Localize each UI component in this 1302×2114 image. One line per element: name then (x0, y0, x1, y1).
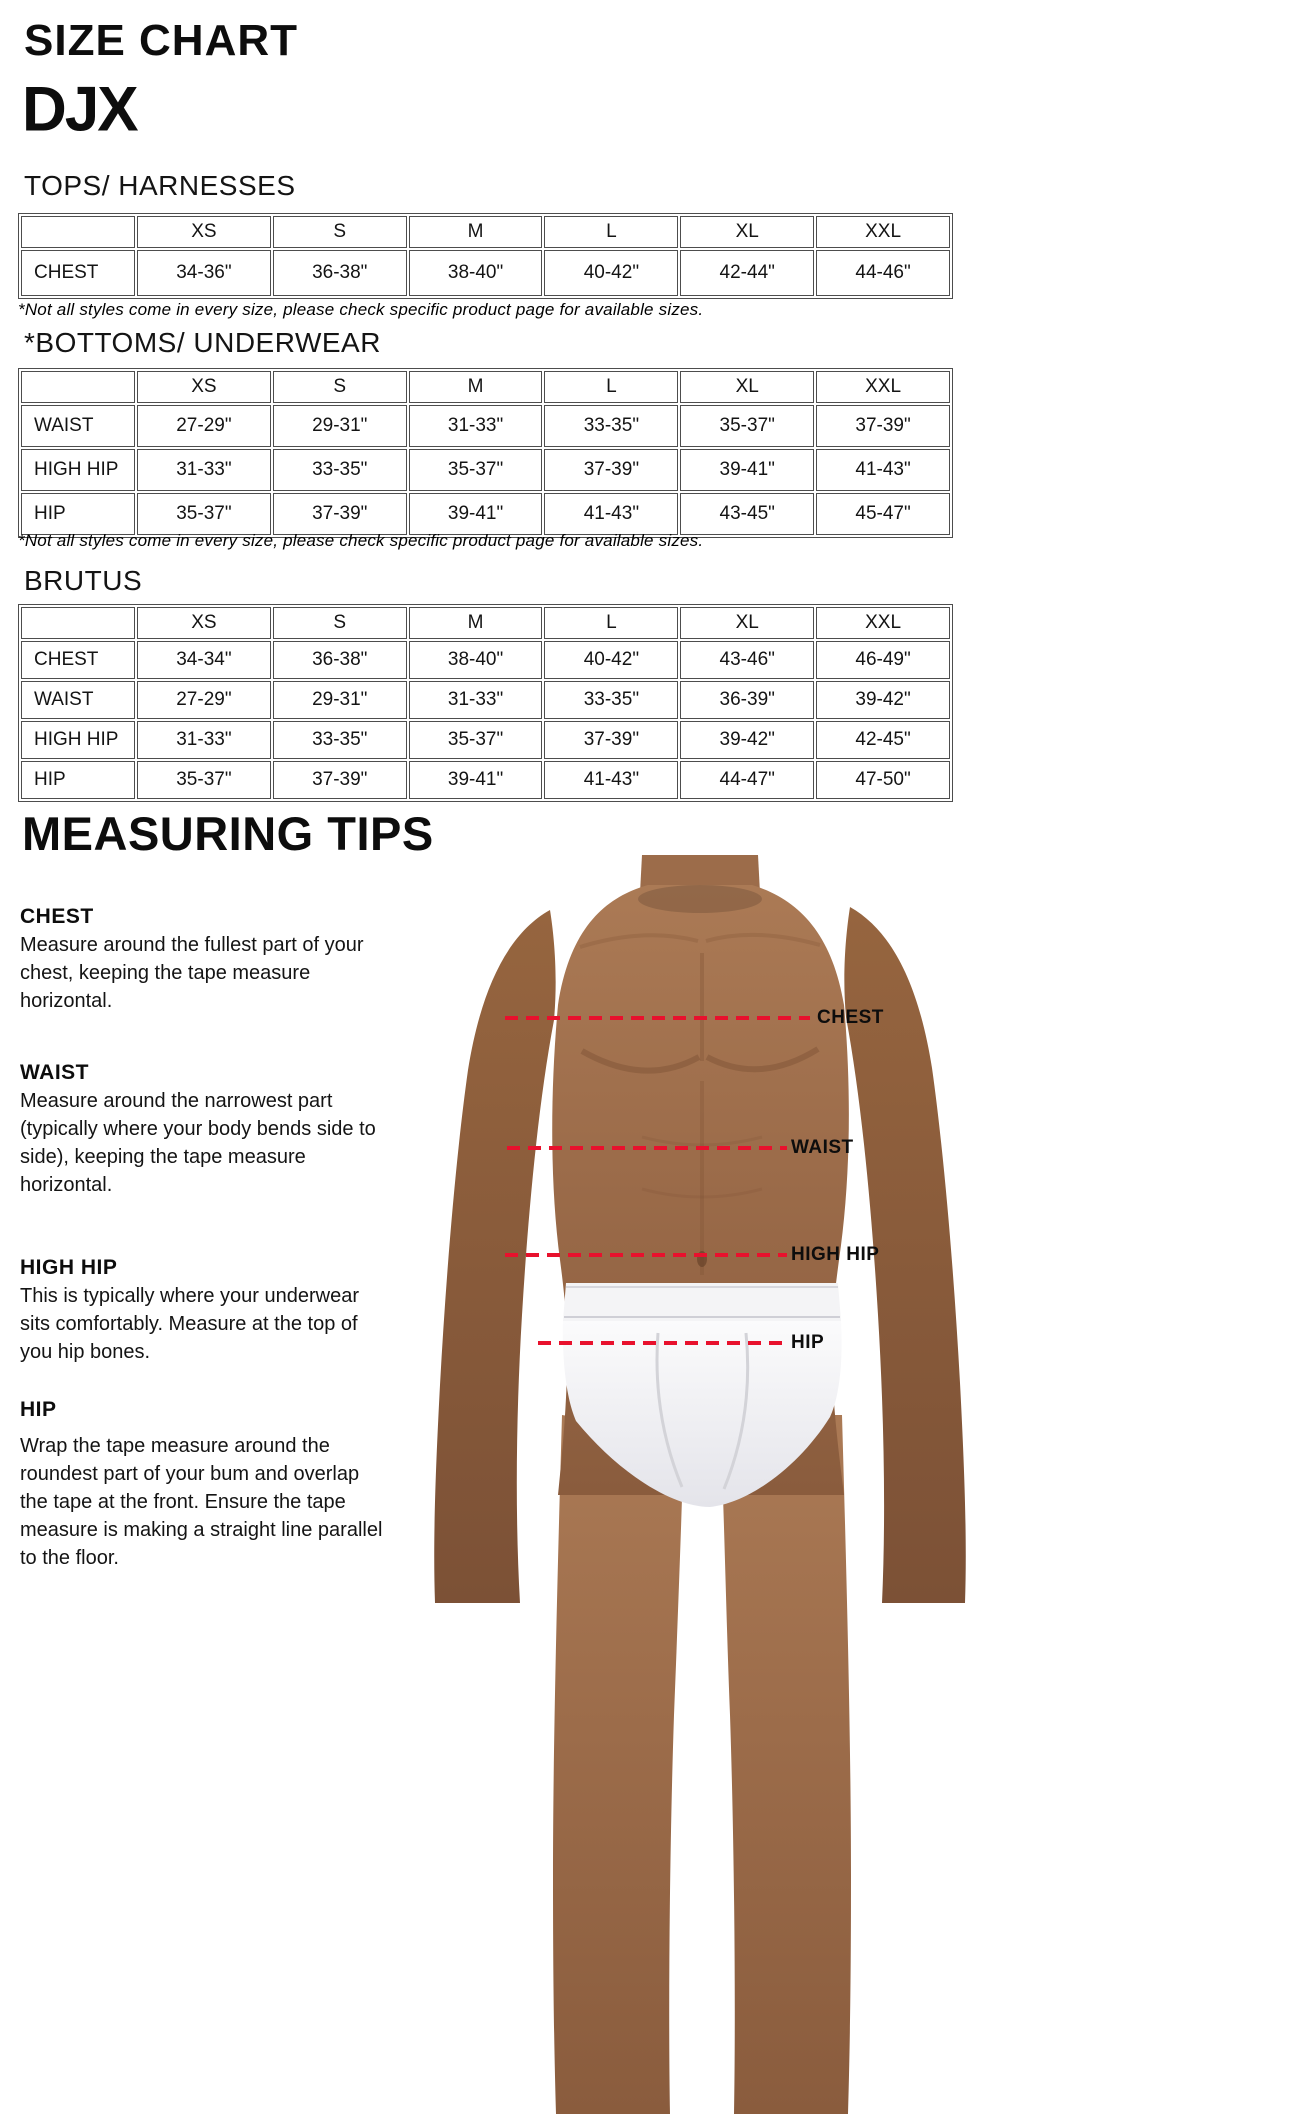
model-photo (420, 855, 980, 2114)
measurement-row-label: WAIST (21, 681, 135, 719)
size-value-cell: 33-35" (273, 449, 407, 491)
measurement-row-label: HIGH HIP (21, 449, 135, 491)
size-value-cell: 35-37" (137, 761, 271, 799)
size-value-cell: 42-44" (680, 250, 814, 296)
size-value-cell: 43-46" (680, 641, 814, 679)
size-column-header: M (409, 607, 543, 639)
size-column-header: XS (137, 216, 271, 248)
table-header-row (21, 216, 950, 248)
measurement-row-label: HIGH HIP (21, 721, 135, 759)
waist-measure-line (507, 1146, 787, 1150)
size-value-cell: 36-38" (273, 250, 407, 296)
size-value-cell: 40-42" (544, 641, 678, 679)
size-column-header: S (273, 371, 407, 403)
size-column-header: XL (680, 607, 814, 639)
size-value-cell: 45-47" (816, 493, 950, 535)
size-value-cell: 39-41" (680, 449, 814, 491)
size-value-cell: 37-39" (273, 761, 407, 799)
corner-cell (21, 607, 135, 639)
measurement-row-label: WAIST (21, 405, 135, 447)
table-row (21, 641, 950, 679)
waist-line-label: WAIST (791, 1137, 854, 1158)
measurement-row-label: CHEST (21, 250, 135, 296)
size-value-cell: 27-29" (137, 681, 271, 719)
size-value-cell: 31-33" (409, 681, 543, 719)
chest-measure-line (505, 1016, 810, 1020)
size-value-cell: 43-45" (680, 493, 814, 535)
size-value-cell: 36-39" (680, 681, 814, 719)
size-value-cell: 37-39" (544, 449, 678, 491)
table-header-row (21, 371, 950, 403)
bottoms-size-table (18, 368, 953, 538)
size-value-cell: 39-41" (409, 761, 543, 799)
size-value-cell: 36-38" (273, 641, 407, 679)
size-value-cell: 33-35" (544, 405, 678, 447)
size-value-cell: 47-50" (816, 761, 950, 799)
size-value-cell: 42-45" (816, 721, 950, 759)
size-column-header: XS (137, 371, 271, 403)
table-row (21, 681, 950, 719)
table-row (21, 405, 950, 447)
size-value-cell: 37-39" (273, 493, 407, 535)
tip-text-high-hip: This is typically where your underwear sits comfortably. Measure at the top of you hip bones. (20, 1285, 360, 1363)
size-value-cell: 31-33" (137, 449, 271, 491)
brand-logo: DJX (22, 74, 137, 145)
section-heading-bottoms: *BOTTOMS/ UNDERWEAR (24, 327, 381, 358)
size-value-cell: 37-39" (816, 405, 950, 447)
brutus-size-table (18, 604, 953, 802)
tip-title-hip: HIP (20, 1398, 57, 1421)
size-value-cell: 39-41" (409, 493, 543, 535)
size-value-cell: 41-43" (816, 449, 950, 491)
high-hip-measure-line (505, 1253, 787, 1257)
size-value-cell: 35-37" (409, 449, 543, 491)
male-torso-illustration (420, 855, 980, 2114)
size-value-cell: 44-46" (816, 250, 950, 296)
size-column-header: M (409, 371, 543, 403)
size-column-header: L (544, 607, 678, 639)
size-value-cell: 27-29" (137, 405, 271, 447)
table-row (21, 761, 950, 799)
size-value-cell: 46-49" (816, 641, 950, 679)
size-value-cell: 35-37" (137, 493, 271, 535)
size-column-header: XL (680, 371, 814, 403)
hip-measure-line (538, 1341, 787, 1345)
measurement-row-label: HIP (21, 761, 135, 799)
size-value-cell: 31-33" (409, 405, 543, 447)
tip-text-hip: Wrap the tape measure around the roundest part of your bum and overlap the tape at the front. Ensure the tape measure is making a straight line parallel to the floor. (20, 1435, 383, 1569)
size-value-cell: 41-43" (544, 493, 678, 535)
size-value-cell: 39-42" (680, 721, 814, 759)
size-column-header: S (273, 607, 407, 639)
size-value-cell: 41-43" (544, 761, 678, 799)
size-column-header: XL (680, 216, 814, 248)
size-value-cell: 33-35" (544, 681, 678, 719)
size-column-header: XXL (816, 371, 950, 403)
measurement-row-label: HIP (21, 493, 135, 535)
size-value-cell: 31-33" (137, 721, 271, 759)
table-header-row (21, 607, 950, 639)
size-value-cell: 35-37" (409, 721, 543, 759)
section-heading-brutus: BRUTUS (24, 565, 143, 596)
tops-size-table (18, 213, 953, 299)
corner-cell (21, 216, 135, 248)
size-value-cell: 38-40" (409, 641, 543, 679)
page-title: SIZE CHART (24, 16, 298, 65)
high-hip-line-label: HIGH HIP (791, 1244, 880, 1265)
size-value-cell: 29-31" (273, 681, 407, 719)
chest-line-label: CHEST (817, 1007, 884, 1028)
size-column-header: XXL (816, 607, 950, 639)
table-row (21, 493, 950, 535)
size-value-cell: 39-42" (816, 681, 950, 719)
size-column-header: XXL (816, 216, 950, 248)
hip-line-label: HIP (791, 1332, 825, 1353)
size-column-header: S (273, 216, 407, 248)
size-value-cell: 34-36" (137, 250, 271, 296)
corner-cell (21, 371, 135, 403)
tip-text-waist: Measure around the narrowest part (typically where your body bends side to side), keeping the tape measure horizontal. (20, 1090, 376, 1196)
size-value-cell: 35-37" (680, 405, 814, 447)
table-row (21, 721, 950, 759)
size-value-cell: 34-34" (137, 641, 271, 679)
availability-note: *Not all styles come in every size, please check specific product page for available sizes. (18, 531, 704, 550)
size-value-cell: 44-47" (680, 761, 814, 799)
size-value-cell: 40-42" (544, 250, 678, 296)
tip-text-chest: Measure around the fullest part of your chest, keeping the tape measure horizontal. (20, 934, 364, 1012)
size-value-cell: 33-35" (273, 721, 407, 759)
table-row (21, 449, 950, 491)
size-value-cell: 29-31" (273, 405, 407, 447)
section-heading-tops: TOPS/ HARNESSES (24, 170, 296, 201)
tip-title-chest: CHEST (20, 905, 94, 928)
size-value-cell: 38-40" (409, 250, 543, 296)
size-value-cell: 37-39" (544, 721, 678, 759)
table-row (21, 250, 950, 296)
size-column-header: L (544, 371, 678, 403)
measuring-tips-heading: MEASURING TIPS (22, 807, 434, 860)
tip-title-high-hip: HIGH HIP (20, 1256, 118, 1279)
size-column-header: XS (137, 607, 271, 639)
availability-note: *Not all styles come in every size, please check specific product page for available sizes. (18, 300, 704, 319)
tip-title-waist: WAIST (20, 1061, 89, 1084)
size-column-header: M (409, 216, 543, 248)
measurement-row-label: CHEST (21, 641, 135, 679)
size-column-header: L (544, 216, 678, 248)
